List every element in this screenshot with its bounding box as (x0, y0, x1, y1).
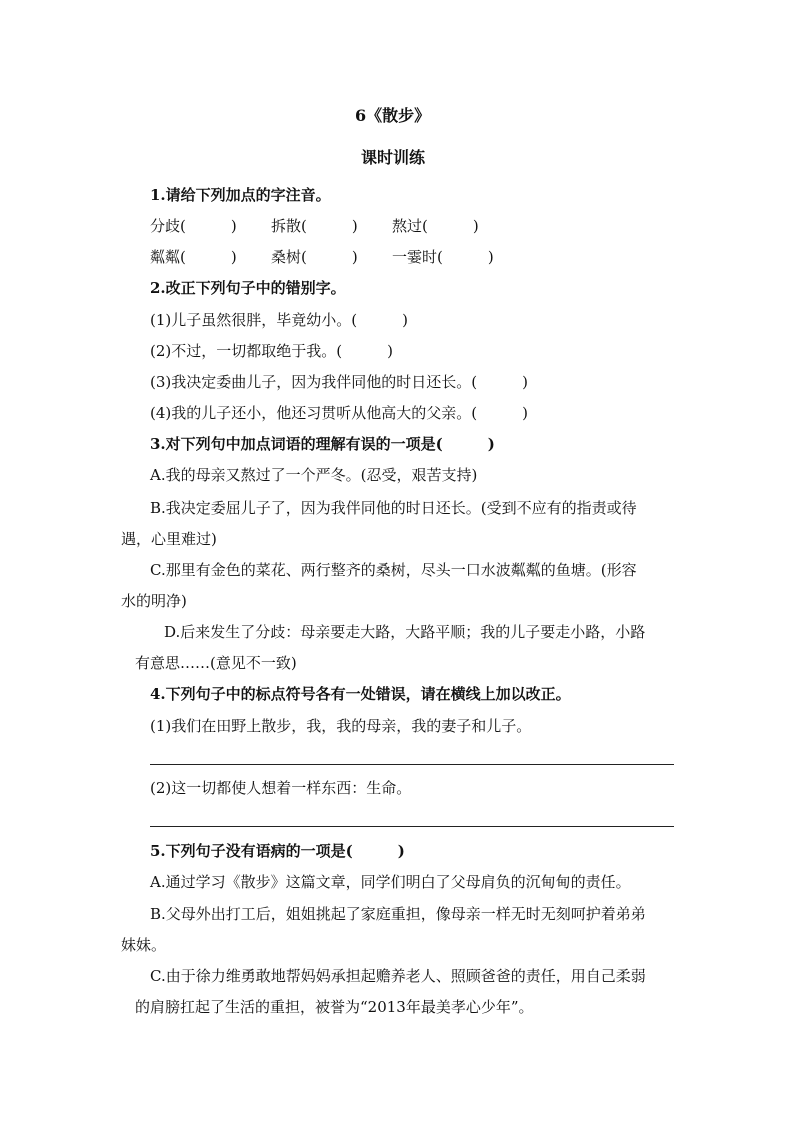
q3-option-b: B.我决定委屈儿子了，因为我伴同他的时日还长。(受到不应有的指责或待 (150, 499, 637, 517)
q3-option-b-cont: 遇，心里难过) (121, 530, 217, 548)
q3-option-d: D.后来发生了分歧：母亲要走大路，大路平顺；我的儿子要走小路，小路 (164, 623, 646, 641)
q3-option-d-cont: 有意思……(意见不一致) (135, 654, 297, 672)
q5-option-c-cont: 的肩膀扛起了生活的重担，被誉为“2013年最美孝心少年”。 (135, 998, 534, 1016)
q3-option-c: C.那里有金色的菜花、两行整齐的桑树，尽头一口水波粼粼的鱼塘。(形容 (150, 561, 637, 579)
q2-item: (4)我的儿子还小，他还习贯听从他高大的父亲。( ) (150, 404, 528, 422)
answer-line[interactable] (150, 826, 674, 827)
q5-option-a: A.通过学习《散步》这篇文章，同学们明白了父母肩负的沉甸甸的责任。 (150, 873, 631, 891)
q2-item: (3)我决定委曲儿子，因为我伴同他的时日还长。( ) (150, 373, 528, 391)
q4-item: (2)这一切都使人想着一样东西：生命。 (150, 779, 412, 797)
q2-item: (2)不过，一切都取绝于我。( ) (150, 342, 393, 360)
q1-item: 桑树( ) (271, 248, 358, 266)
q3-option-c-cont: 水的明净) (121, 592, 187, 610)
q1-item: 熬过( ) (392, 217, 479, 235)
q3-heading: 3.对下列句中加点词语的理解有误的一项是( ) (150, 435, 495, 453)
page-subtitle: 课时训练 (361, 148, 426, 167)
q4-heading: 4.下列句子中的标点符号各有一处错误，请在横线上加以改正。 (150, 685, 571, 703)
q1-item: 一霎时( ) (392, 248, 494, 266)
q5-option-b: B.父母外出打工后，姐姐挑起了家庭重担，像母亲一样无时无刻呵护着弟弟 (150, 905, 646, 923)
q2-heading: 2.改正下列句子中的错别字。 (150, 279, 346, 297)
q4-item: (1)我们在田野上散步，我，我的母亲，我的妻子和儿子。 (150, 717, 532, 735)
page-title: 6《散步》 (355, 106, 431, 125)
q1-heading: 1.请给下列加点的字注音。 (150, 186, 331, 204)
q1-item: 分歧( ) (150, 217, 237, 235)
q5-option-b-cont: 妹妹。 (121, 936, 167, 954)
q3-option-a: A.我的母亲又熬过了一个严冬。(忍受，艰苦支持) (150, 466, 478, 484)
q5-option-c: C.由于徐力维勇敢地帮妈妈承担起赡养老人、照顾爸爸的责任，用自己柔弱 (150, 967, 646, 985)
answer-line[interactable] (150, 764, 674, 765)
q1-item: 拆散( ) (271, 217, 358, 235)
q1-item: 粼粼( ) (150, 248, 237, 266)
q5-heading: 5.下列句子没有语病的一项是( ) (150, 842, 405, 860)
q2-item: (1)儿子虽然很胖，毕竟幼小。( ) (150, 311, 408, 329)
